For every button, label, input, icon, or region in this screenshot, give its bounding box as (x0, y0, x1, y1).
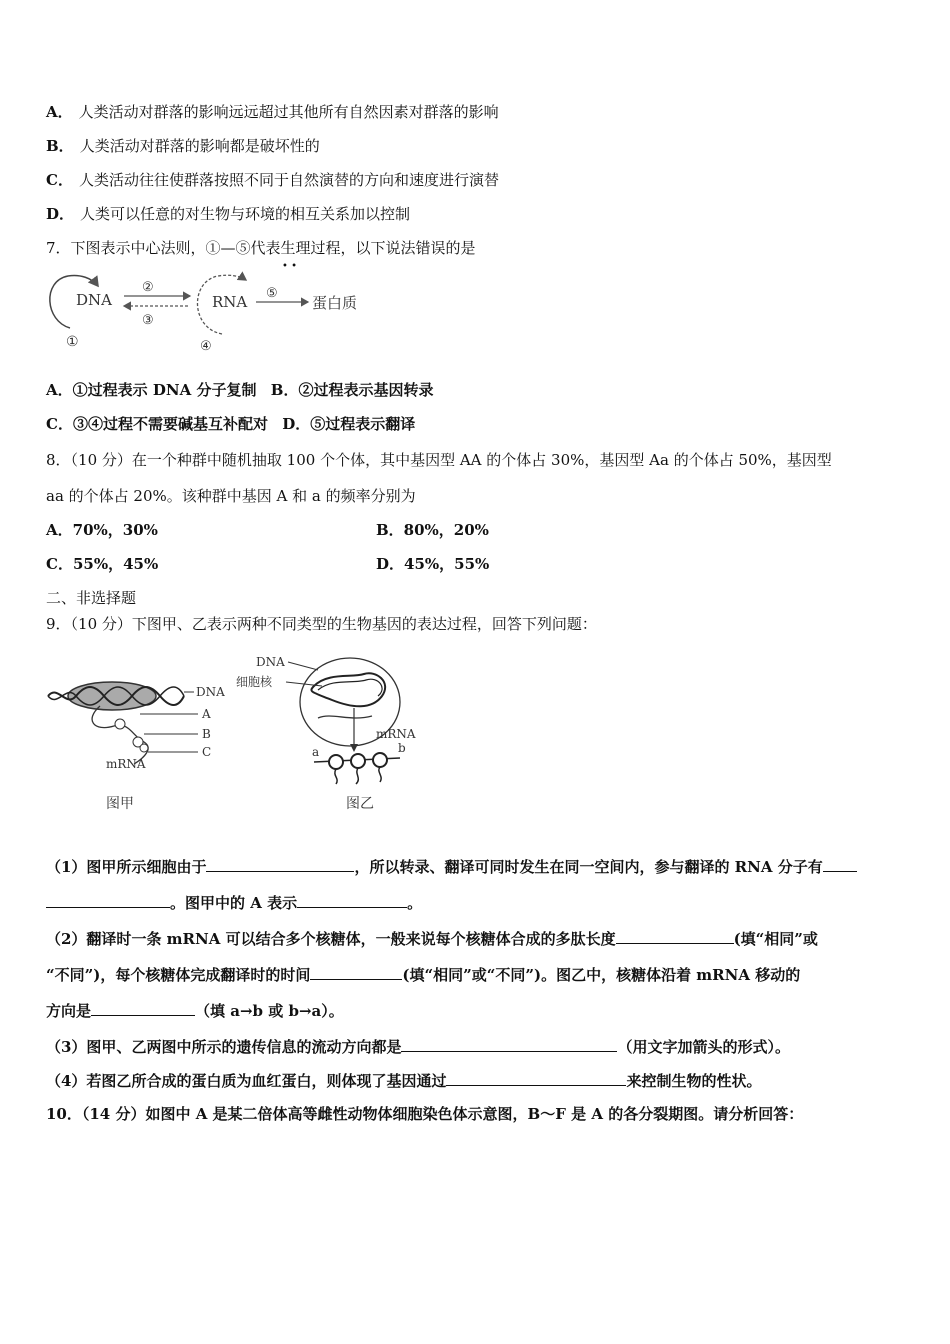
bacterial-dna-loop (68, 682, 156, 710)
process2-label: ② (142, 280, 154, 295)
q7-emphasis-dots: • • (282, 261, 297, 272)
q8-stem-line1: 8．（10 分）在一个种群中随机抽取 100 个个体，其中基因型 AA 的个体占 30%，基因型 Aa 的个体占 50%，基因型 (46, 451, 832, 469)
answer-blank[interactable] (46, 892, 170, 908)
export-arrow-head (350, 744, 358, 752)
q9-part2-line1: （2）翻译时一条 mRNA 可以结合多个核糖体，一般来说每个核糖体合成的多肽长度 (填“相同”或 (46, 930, 818, 948)
q9-part4: （4）若图乙所合成的蛋白质为血红蛋白，则体现了基因通过 来控制生物的性状。 (46, 1072, 762, 1090)
fig-yi-nucleus-label: 细胞核 (236, 675, 273, 689)
fig-jia-a-label: A (202, 707, 211, 721)
answer-blank[interactable] (310, 964, 402, 980)
q9-part2-line3: 方向是 （填 a→b 或 b→a）。 (46, 1002, 344, 1020)
nuclear-dna-strand2 (318, 679, 382, 696)
answer-blank[interactable] (616, 928, 734, 944)
fig-yi-caption: 图乙 (346, 796, 374, 812)
rna-node-label: RNA (212, 293, 248, 311)
process4-label: ④ (200, 339, 212, 354)
q7-options-ab: A．①过程表示 DNA 分子复制 B．②过程表示基因转录 (46, 381, 434, 399)
central-dogma-diagram (40, 266, 380, 358)
q9-part2-line2: “不同”)，每个核糖体完成翻译时的时间 (填“相同”或“不同”)。图乙中，核糖体沿着 mRNA 移动的 (46, 966, 801, 984)
fig-yi-a-label: a (312, 745, 320, 759)
answer-blank[interactable] (401, 1036, 617, 1052)
q8-option-d: D．45%，55% (376, 555, 490, 573)
mrna-in-nucleus (318, 716, 372, 718)
fig-jia-c-label: C (202, 745, 212, 759)
fig-yi-dna-label: DNA (256, 655, 285, 669)
answer-blank[interactable] (297, 892, 407, 908)
answer-blank[interactable] (823, 856, 857, 872)
q8-stem-line2: aa 的个体占 20%。该种群中基因 A 和 a 的频率分别为 (46, 487, 416, 505)
peptide-chain (335, 769, 337, 784)
section-heading: 二、非选择题 (46, 589, 137, 607)
q7-options-cd: C．③④过程不需要碱基互补配对 D．⑤过程表示翻译 (46, 415, 416, 433)
q8-option-a: A．70%，30% (46, 521, 158, 539)
ribosome (329, 755, 343, 769)
mrna-strand (92, 706, 148, 764)
label-line-dna (288, 662, 318, 670)
answer-blank[interactable] (91, 1000, 195, 1016)
ribosome (140, 744, 148, 752)
q6-option-d: D． 人类可以任意的对生物与环境的相互关系加以控制 (46, 205, 411, 223)
q9-part1-line2: 。图甲中的 A 表示 。 (46, 892, 422, 913)
peptide-chain (356, 768, 358, 784)
ribosome (115, 719, 125, 729)
process5-label: ⑤ (266, 286, 278, 301)
q7-stem: 7．下图表示中心法则，①—⑤代表生理过程，以下说法错误的是 (46, 239, 476, 257)
answer-blank[interactable] (206, 856, 354, 872)
figure-jia (44, 672, 234, 820)
fig-yi-b-label: b (398, 741, 406, 755)
ribosome (351, 754, 365, 768)
q9-part1-line1: （1）图甲所示细胞由于 ，所以转录、翻译可同时发生在同一空间内，参与翻译的 RNA 分子有 (46, 856, 857, 877)
fig-jia-mrna-label: mRNA (106, 757, 146, 771)
q8-option-b: B．80%，20% (376, 521, 489, 539)
dna-node-label: DNA (76, 291, 112, 309)
process3-label: ③ (142, 313, 154, 328)
q10-stem: 10．（14 分）如图中 A 是某二倍体高等雌性动物体细胞染色体示意图，B～F 是 A 的各分裂期图。请分析回答： (46, 1105, 804, 1123)
ribosome (373, 753, 387, 767)
peptide-chain (379, 767, 381, 782)
process1-label: ① (66, 334, 79, 350)
protein-node-label: 蛋白质 (312, 294, 358, 312)
fig-jia-dna-label: DNA (196, 685, 225, 699)
q9-part3: （3）图甲、乙两图中所示的遗传信息的流动方向都是 （用文字加箭头的形式）。 (46, 1038, 790, 1056)
q6-option-c: C． 人类活动往往使群落按照不同于自然演替的方向和速度进行演替 (46, 171, 499, 189)
fig-jia-caption: 图甲 (106, 796, 134, 812)
nuclear-dna (311, 673, 385, 706)
q6-option-b: B． 人类活动对群落的影响都是破坏性的 (46, 137, 320, 155)
figure-yi (232, 652, 428, 816)
answer-blank[interactable] (446, 1070, 626, 1086)
q8-option-c: C．55%，45% (46, 555, 159, 573)
fig-jia-b-label: B (202, 727, 211, 741)
q9-stem: 9．（10 分）下图甲、乙表示两种不同类型的生物基因的表达过程，回答下列问题： (46, 615, 597, 633)
q6-option-a: A． 人类活动对群落的影响远远超过其他所有自然因素对群落的影响 (46, 103, 499, 121)
fig-yi-mrna-label: mRNA (376, 727, 416, 741)
